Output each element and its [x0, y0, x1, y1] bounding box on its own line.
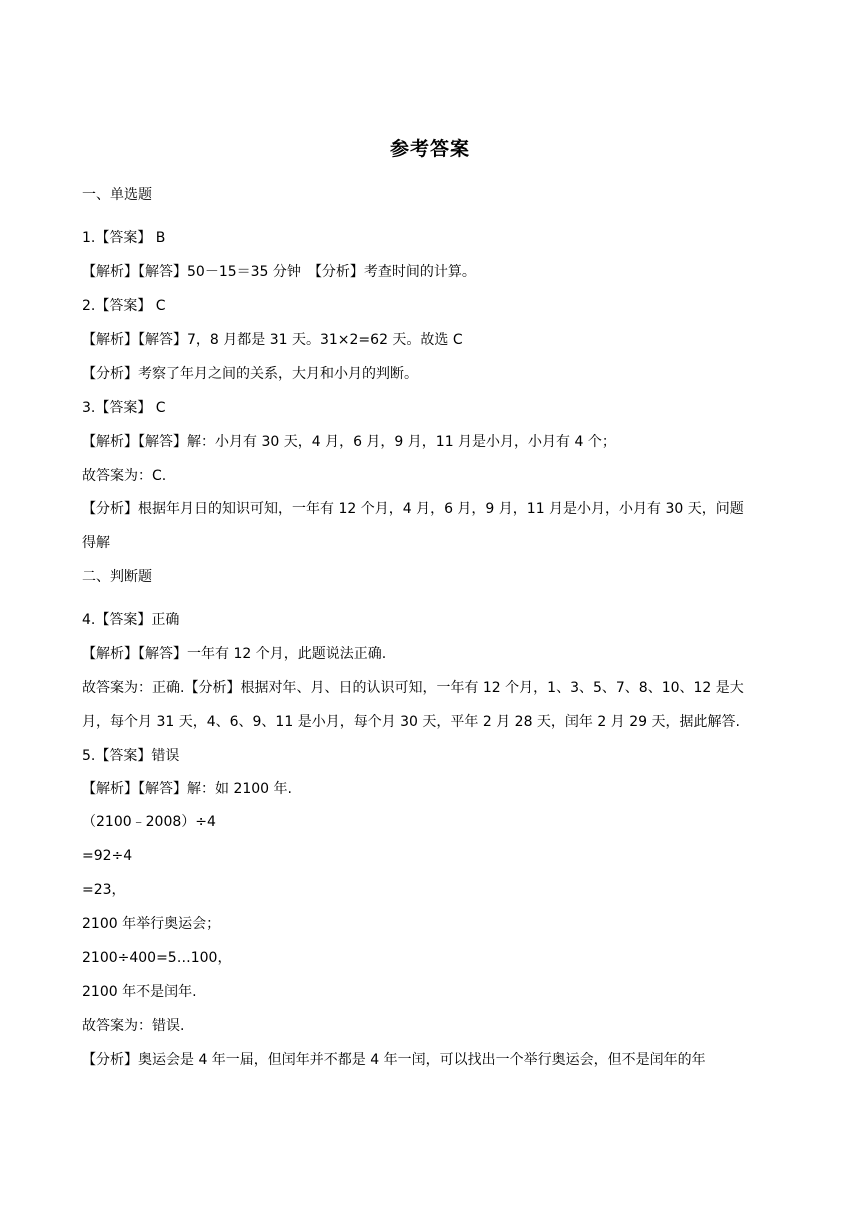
answer-line-q4: 4.【答案】正确 [82, 612, 180, 628]
analysis-line: 【分析】考察了年月之间的关系，大月和小月的判断。 [82, 366, 418, 382]
calculation-line: =92÷4 [82, 848, 133, 864]
answer-line-q5: 5.【答案】错误 [82, 748, 180, 764]
conclusion-line: 故答案为：C. [82, 468, 167, 484]
analysis-line: 【分析】根据年月日的知识可知，一年有 12 个月，4 月，6 月，9 月，11 月是小月，小月有 30 天，问题 [82, 501, 744, 517]
calculation-line: 2100 年举行奥运会； [82, 916, 221, 932]
calculation-line: =23， [82, 882, 126, 898]
analysis-line: 【分析】奥运会是 4 年一届，但闰年并不都是 4 年一闰，可以找出一个举行奥运会，但不是闰年的年 [82, 1052, 706, 1068]
page-title: 参考答案 [389, 138, 470, 160]
conclusion-line: 故答案为：错误. [82, 1018, 185, 1034]
answer-line-q3: 3.【答案】 C [82, 400, 166, 416]
analysis-line-continued: 月，每个月 31 天，4、6、9、11 是小月，每个月 30 天，平年 2 月 28 天，闰年 2 月 29 天，据此解答. [82, 714, 740, 730]
explanation-line: 【解析】【解答】解：小月有 30 天，4 月，6 月，9 月，11 月是小月，小月有 4 个； [82, 434, 616, 450]
calculation-line: （2100﹣2008）÷4 [82, 814, 216, 830]
answer-line-q1: 1.【答案】 B [82, 230, 166, 246]
explanation-line: 【解析】【解答】解：如 2100 年. [82, 781, 292, 797]
conclusion-analysis-line: 故答案为：正确.【分析】根据对年、月、日的认识可知，一年有 12 个月，1、3、5、7、8、10、12 是大 [82, 680, 744, 696]
section-heading-true-false: 二、判断题 [82, 569, 152, 585]
analysis-line-continued: 得解 [82, 535, 110, 551]
explanation-line: 【解析】【解答】7，8 月都是 31 天。31×2=62 天。故选 C [82, 332, 463, 348]
answer-line-q2: 2.【答案】 C [82, 298, 166, 314]
calculation-line: 2100÷400=5…100， [82, 950, 232, 966]
section-heading-single-choice: 一、单选题 [82, 187, 152, 203]
calculation-line: 2100 年不是闰年. [82, 984, 197, 1000]
explanation-line: 【解析】【解答】一年有 12 个月，此题说法正确. [82, 646, 387, 662]
explanation-line: 【解析】【解答】50－15＝35 分钟 【分析】考查时间的计算。 [82, 264, 476, 280]
